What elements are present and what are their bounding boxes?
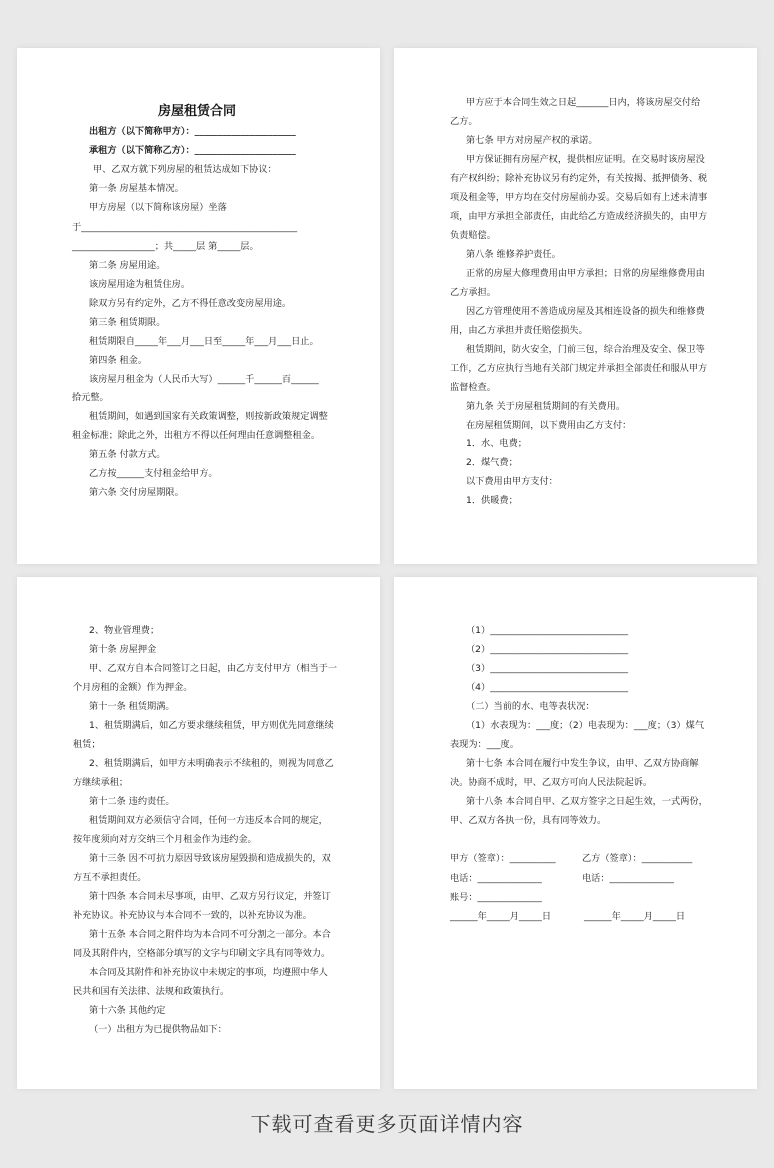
text-line: 该房屋月租金为（人民币大写）______千______百______ [89, 374, 319, 385]
clause-heading: 第十八条 本合同自甲、乙双方签字之日起生效，一式两份， [466, 796, 708, 807]
text-line: 因乙方管理使用不善造成房屋及其相连设备的损失和维修费 [466, 306, 705, 317]
party-b-phone: 电话：______________ [582, 873, 674, 884]
clause-heading: 第一条 房屋基本情况。 [89, 183, 184, 194]
item-blank-line: （1）______________________________ [466, 625, 629, 636]
text-line: 在房屋租赁期间，以下费用由乙方支付： [466, 420, 632, 431]
download-more-caption: 下载可查看更多页面详情内容 [250, 1112, 524, 1136]
lessee-line: 承租方（以下简称乙方）：______________________ [89, 145, 296, 156]
text-line: 正常的房屋大修理费用由甲方承担；日常的房屋维修费用由 [466, 268, 705, 279]
text-line: 用，由乙方承担并责任赔偿损失。 [450, 325, 588, 336]
text-line: 以下费用由甲方支付： [466, 476, 558, 487]
clause-heading: 第七条 甲方对房屋产权的承诺。 [466, 135, 598, 146]
text-line: 甲、乙双方各执一份，具有同等效力。 [450, 815, 607, 826]
text-line: （一）出租方为已提供物品如下： [89, 1024, 227, 1035]
text-line: 租赁期间，如遇到国家有关政策调整，则按新政策规定调整 [89, 411, 328, 422]
text-line: 该房屋用途为租赁住房。 [89, 279, 191, 290]
party-a-phone: 电话：______________ [450, 873, 542, 884]
text-line: 甲方保证拥有房屋产权，提供相应证明。在交易时该房屋没 [466, 154, 705, 165]
item-blank-line: （4）______________________________ [466, 682, 629, 693]
clause-heading: 第九条 关于房屋租赁期间的有关费用。 [466, 401, 626, 412]
text-line: 甲、乙双方就下列房屋的租赁达成如下协议： [93, 164, 277, 175]
clause-heading: 第十条 房屋押金 [89, 644, 157, 655]
account-line: 账号：______________ [450, 892, 542, 903]
text-line: 第十五条 本合同之附件均为本合同不可分割之一部分。本合 [89, 929, 331, 940]
text-line: 乙方承担。 [450, 287, 496, 298]
text-line: 个月房租的金额）作为押金。 [73, 682, 193, 693]
text-line: 2、租赁期满后，如甲方未明确表示不续租的，则视为同意乙 [89, 758, 334, 769]
text-line: 第十三条 因不可抗力原因导致该房屋毁损和造成损失的，双 [89, 853, 331, 864]
text-line: 甲方房屋（以下简称该房屋）坐落 [89, 202, 227, 213]
text-line: 民共和国有关法律、法规和政策执行。 [73, 986, 230, 997]
text-line: 甲方应于本合同生效之日起_______日内，将该房屋交付给 [466, 97, 701, 108]
clause-heading: 第三条 租赁期限。 [89, 317, 166, 328]
text-line: 项及租金等，甲方均在交付房屋前办妥。交易后如有上述未清事 [450, 192, 708, 203]
text-line: 按年度须向对方交纳三个月租金作为违约金。 [73, 834, 257, 845]
text-line: 补充协议。补充协议与本合同不一致的，以补充协议为准。 [73, 910, 312, 921]
text-line: 决。协商不成时，甲、乙双方可向人民法院起诉。 [450, 777, 653, 788]
party-b-signature: 乙方（签章）：___________ [582, 853, 693, 864]
clause-heading: 第十六条 其他约定 [89, 1005, 166, 1016]
document-title: 房屋租赁合同 [158, 104, 237, 119]
text-line: 租赁期限自_____年___月___日至_____年___月___日止。 [89, 336, 319, 347]
contract-page-2 [394, 48, 757, 564]
party-b-date: ______年_____月_____日 [584, 911, 686, 922]
text-line: 第十四条 本合同未尽事项，由甲、乙双方另行议定，并签订 [89, 891, 331, 902]
clause-heading: 第十二条 违约责任。 [89, 796, 175, 807]
clause-heading: 第四条 租金。 [89, 355, 148, 366]
list-item: 2．煤气费； [466, 457, 518, 468]
text-line: 乙方。 [450, 116, 478, 127]
text-line: 租金标准；除此之外，出租方不得以任何理由任意调整租金。 [72, 430, 321, 441]
clause-heading: 第八条 维修养护责任。 [466, 249, 561, 260]
contract-page-1 [17, 48, 380, 564]
contract-page-4 [394, 577, 757, 1089]
list-item: 1．供暖费； [466, 495, 518, 506]
clause-heading: 第十一条 租赁期满。 [89, 701, 175, 712]
text-line: 同及其附件内，空格部分填写的文字与印刷文字具有同等效力。 [73, 948, 331, 959]
text-line: 1、租赁期满后，如乙方要求继续租赁，甲方则优先同意继续 [89, 720, 334, 731]
text-line: 拾元整。 [72, 392, 109, 403]
party-a-signature: 甲方（签章）：__________ [450, 853, 556, 864]
text-line: 乙方按______支付租金给甲方。 [89, 468, 218, 479]
text-line: 项，由甲方承担全部责任，由此给乙方造成经济损失的，由甲方 [450, 211, 708, 222]
text-line: （二）当前的水、电等表状况： [466, 701, 595, 712]
text-line: 表现为：___度。 [450, 739, 519, 750]
text-line: 甲、乙双方自本合同签订之日起，由乙方支付甲方（相当于一 [89, 663, 338, 674]
text-line: （1）水表现为：___度；（2）电表现为：___度；（3）煤气 [466, 720, 705, 731]
text-line: 负责赔偿。 [450, 230, 496, 241]
text-line: 工作，乙方应执行当地有关部门规定并承担全部责任和服从甲方 [450, 363, 708, 374]
clause-heading: 第五条 付款方式。 [89, 449, 166, 460]
text-line: 租赁； [73, 739, 101, 750]
text-line: 租赁期间，防火安全，门前三包，综合治理及安全、保卫等 [466, 344, 705, 355]
text-line: 于_______________________________________________ [72, 222, 298, 233]
text-line: 监督检查。 [450, 382, 496, 393]
list-item: 1．水、电费； [466, 438, 527, 449]
text-line: 方互不承担责任。 [73, 872, 147, 883]
text-line: __________________；共_____层 第_____层。 [72, 241, 259, 252]
text-line: 除双方另有约定外，乙方不得任意改变房屋用途。 [89, 298, 292, 309]
text-line: 有产权纠纷；除补充协议另有约定外，有关按揭、抵押债务、税 [450, 173, 708, 184]
text-line: 本合同及其附件和补充协议中未规定的事项，均遵照中华人 [89, 967, 328, 978]
clause-heading: 第十七条 本合同在履行中发生争议，由甲、乙双方协商解 [466, 758, 699, 769]
clause-heading: 第六条 交付房屋期限。 [89, 487, 184, 498]
text-line: 方继续承租； [73, 777, 129, 788]
text-line: 租赁期间双方必须信守合同，任何一方违反本合同的规定， [89, 815, 328, 826]
item-blank-line: （3）______________________________ [466, 663, 629, 674]
lessor-line: 出租方（以下简称甲方）：______________________ [89, 126, 296, 137]
contract-page-3 [17, 577, 380, 1089]
item-blank-line: （2）______________________________ [466, 644, 629, 655]
list-item: 2、物业管理费； [89, 625, 160, 636]
party-a-date: ______年_____月_____日 [450, 911, 552, 922]
clause-heading: 第二条 房屋用途。 [89, 260, 166, 271]
